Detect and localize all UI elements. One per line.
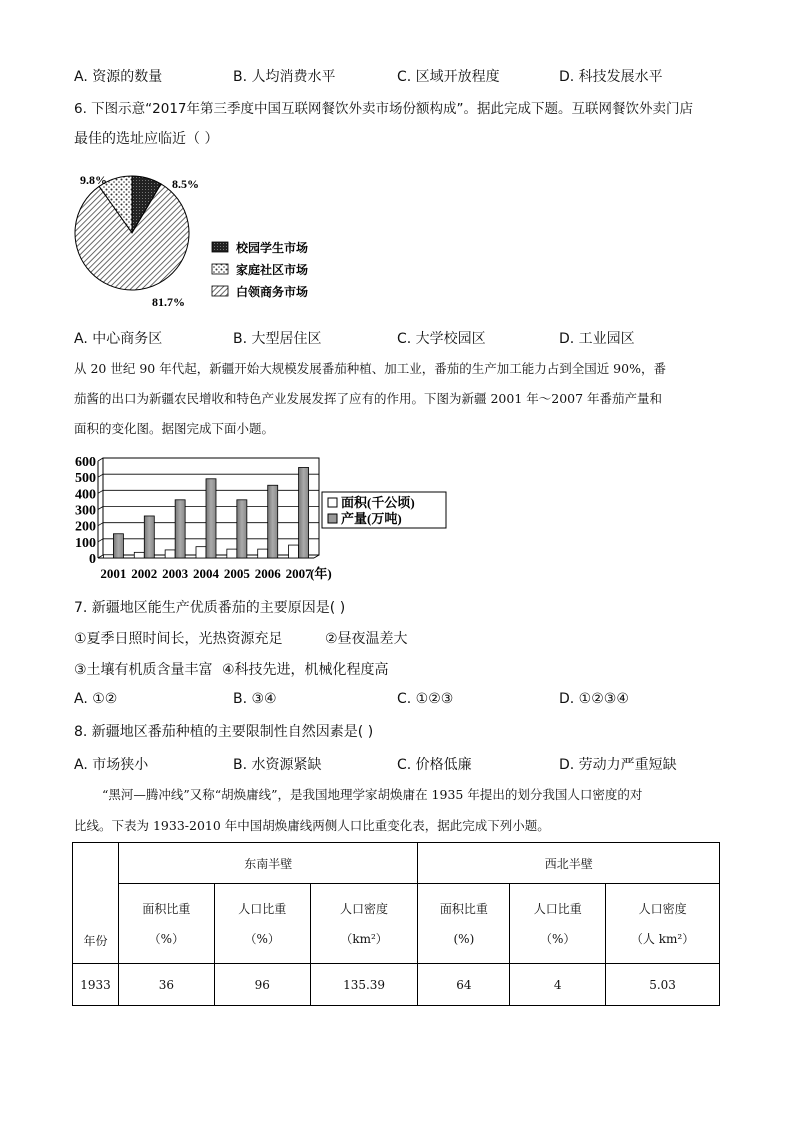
header-year: 年份 [73, 843, 119, 964]
q8-stem: 8. 新疆地区番茄种植的主要限制性自然因素是( ) [74, 724, 374, 740]
y-tick-label: 500 [75, 471, 96, 487]
x-axis-unit: (年) [310, 566, 332, 581]
bar-area [165, 550, 175, 558]
bar-output [144, 516, 154, 558]
legend-label-whitecollar: 白领商务市场 [236, 285, 309, 299]
subheader-se-area: 面积比重 （%） [118, 884, 214, 964]
xinjiang-intro-line1: 从 20 世纪 90 年代起，新疆开始大规模发展番茄种植、加工业，番茄的生产加工能力占到全国近 90%，番 [74, 361, 666, 376]
legend-swatch-whitecollar [212, 286, 228, 296]
gridline-depth [98, 474, 103, 477]
cell-value: 4 [510, 964, 606, 1006]
q5-option-b[interactable]: B. 人均消费水平 [233, 69, 336, 85]
pie-label-whitecollar: 81.7% [152, 295, 185, 309]
x-tick-label: 2001 [100, 566, 127, 581]
cell-value: 96 [214, 964, 310, 1006]
subheader-nw-pop: 人口比重 （%） [510, 884, 606, 964]
pie-chart [70, 168, 360, 318]
q7-option-d[interactable]: D. ①②③④ [559, 691, 629, 707]
y-tick-label: 100 [75, 535, 96, 551]
q6-option-b[interactable]: B. 大型居住区 [233, 331, 322, 347]
q5-option-c[interactable]: C. 区域开放程度 [397, 69, 500, 85]
gridline-depth [98, 490, 103, 493]
bar-area [227, 549, 237, 558]
q7-option-c[interactable]: C. ①②③ [397, 691, 454, 707]
x-tick-label: 2003 [162, 566, 189, 581]
y-tick-label: 400 [75, 487, 96, 503]
x-tick-label: 2002 [131, 566, 158, 581]
gridline-depth [98, 458, 103, 461]
bar-output [113, 534, 123, 558]
legend-label-area: 面积(千公顷) [341, 495, 415, 510]
x-tick-label: 2007 [285, 566, 312, 581]
cell-value: 36 [118, 964, 214, 1006]
q7-statement-1: ①夏季日照时间长，光热资源充足 [74, 631, 283, 647]
q5-option-a[interactable]: A. 资源的数量 [74, 69, 163, 85]
hu-intro-line1: “黑河—腾冲线”又称“胡焕庸线”，是我国地理学家胡焕庸在 1935 年提出的划分我国人口密度的对 [102, 787, 643, 802]
bar-chart [68, 450, 448, 585]
y-tick-label: 200 [75, 519, 96, 535]
q6-option-c[interactable]: C. 大学校园区 [397, 331, 486, 347]
legend-swatch-campus [212, 242, 228, 252]
y-tick-label: 300 [75, 503, 96, 519]
y-tick-label: 0 [89, 552, 96, 567]
gridline-depth [98, 523, 103, 526]
xinjiang-intro-line2: 茄酱的出口为新疆农民增收和特色产业发展发挥了应有的作用。下图为新疆 2001 年～2007 年番茄产量和 [74, 391, 663, 406]
bar-output [175, 500, 185, 558]
bar-output [268, 485, 278, 558]
xinjiang-intro-line3: 面积的变化图。据图完成下面小题。 [74, 421, 275, 436]
y-tick-label: 600 [75, 455, 96, 470]
header-northwest: 西北半壁 [418, 843, 720, 884]
q8-option-a[interactable]: A. 市场狭小 [74, 757, 149, 773]
q6-option-a[interactable]: A. 中心商务区 [74, 331, 163, 347]
legend-swatch-family [212, 264, 228, 274]
q6-stem-line2: 最佳的选址应临近（ ） [74, 131, 219, 147]
header-southeast: 东南半壁 [118, 843, 418, 884]
cell-value: 64 [418, 964, 510, 1006]
pie-label-family: 9.8% [80, 173, 107, 187]
x-tick-label: 2004 [193, 566, 219, 581]
hu-intro-line2: 比线。下表为 1933-2010 年中国胡焕庸线两侧人口比重变化表，据此完成下列小题。 [74, 818, 550, 833]
x-tick-label: 2006 [254, 566, 281, 581]
q7-option-a[interactable]: A. ①② [74, 691, 118, 707]
bar-output [237, 500, 247, 558]
x-tick-label: 2005 [223, 566, 250, 581]
bar-area [103, 555, 113, 558]
bar-output [299, 467, 309, 558]
q7-statement-2: ②昼夜温差大 [325, 631, 408, 647]
bar-output [206, 479, 216, 558]
cell-year: 1933 [73, 964, 119, 1006]
subheader-nw-area: 面积比重 (%) [418, 884, 510, 964]
bar-area [196, 547, 206, 558]
q8-option-c[interactable]: C. 价格低廉 [397, 757, 472, 773]
bar-area [134, 552, 144, 558]
pie-label-campus: 8.5% [172, 177, 199, 191]
q7-statement-3: ③土壤有机质含量丰富 [74, 662, 213, 678]
gridline-depth [98, 539, 103, 542]
q8-option-b[interactable]: B. 水资源紧缺 [233, 757, 322, 773]
population-table [72, 842, 720, 1006]
subheader-se-pop: 人口比重 （%） [214, 884, 310, 964]
cell-value: 5.03 [606, 964, 720, 1006]
table-row [73, 964, 720, 1006]
q7-option-b[interactable]: B. ③④ [233, 691, 277, 707]
gridline-depth [98, 507, 103, 510]
legend-swatch-output [328, 514, 337, 523]
q6-stem-line1: 6. 下图示意“2017年第三季度中国互联网餐饮外卖市场份额构成”。据此完成下题。互联网餐饮外卖门店 [74, 101, 694, 117]
legend-label-family: 家庭社区市场 [236, 263, 309, 277]
legend-swatch-area [328, 498, 337, 507]
legend-label-campus: 校园学生市场 [236, 241, 309, 255]
legend-label-output: 产量(万吨) [341, 511, 402, 526]
bar-area [289, 545, 299, 558]
q7-stem: 7. 新疆地区能生产优质番茄的主要原因是( ) [74, 600, 346, 616]
q6-option-d[interactable]: D. 工业园区 [559, 331, 635, 347]
q8-option-d[interactable]: D. 劳动力严重短缺 [559, 757, 677, 773]
bar-area [258, 549, 268, 558]
cell-value: 135.39 [310, 964, 418, 1006]
subheader-se-density: 人口密度 （km²） [310, 884, 418, 964]
q7-statement-4: ④科技先进，机械化程度高 [222, 662, 389, 678]
subheader-nw-density: 人口密度 （人 km²） [606, 884, 720, 964]
q5-option-d[interactable]: D. 科技发展水平 [559, 69, 663, 85]
